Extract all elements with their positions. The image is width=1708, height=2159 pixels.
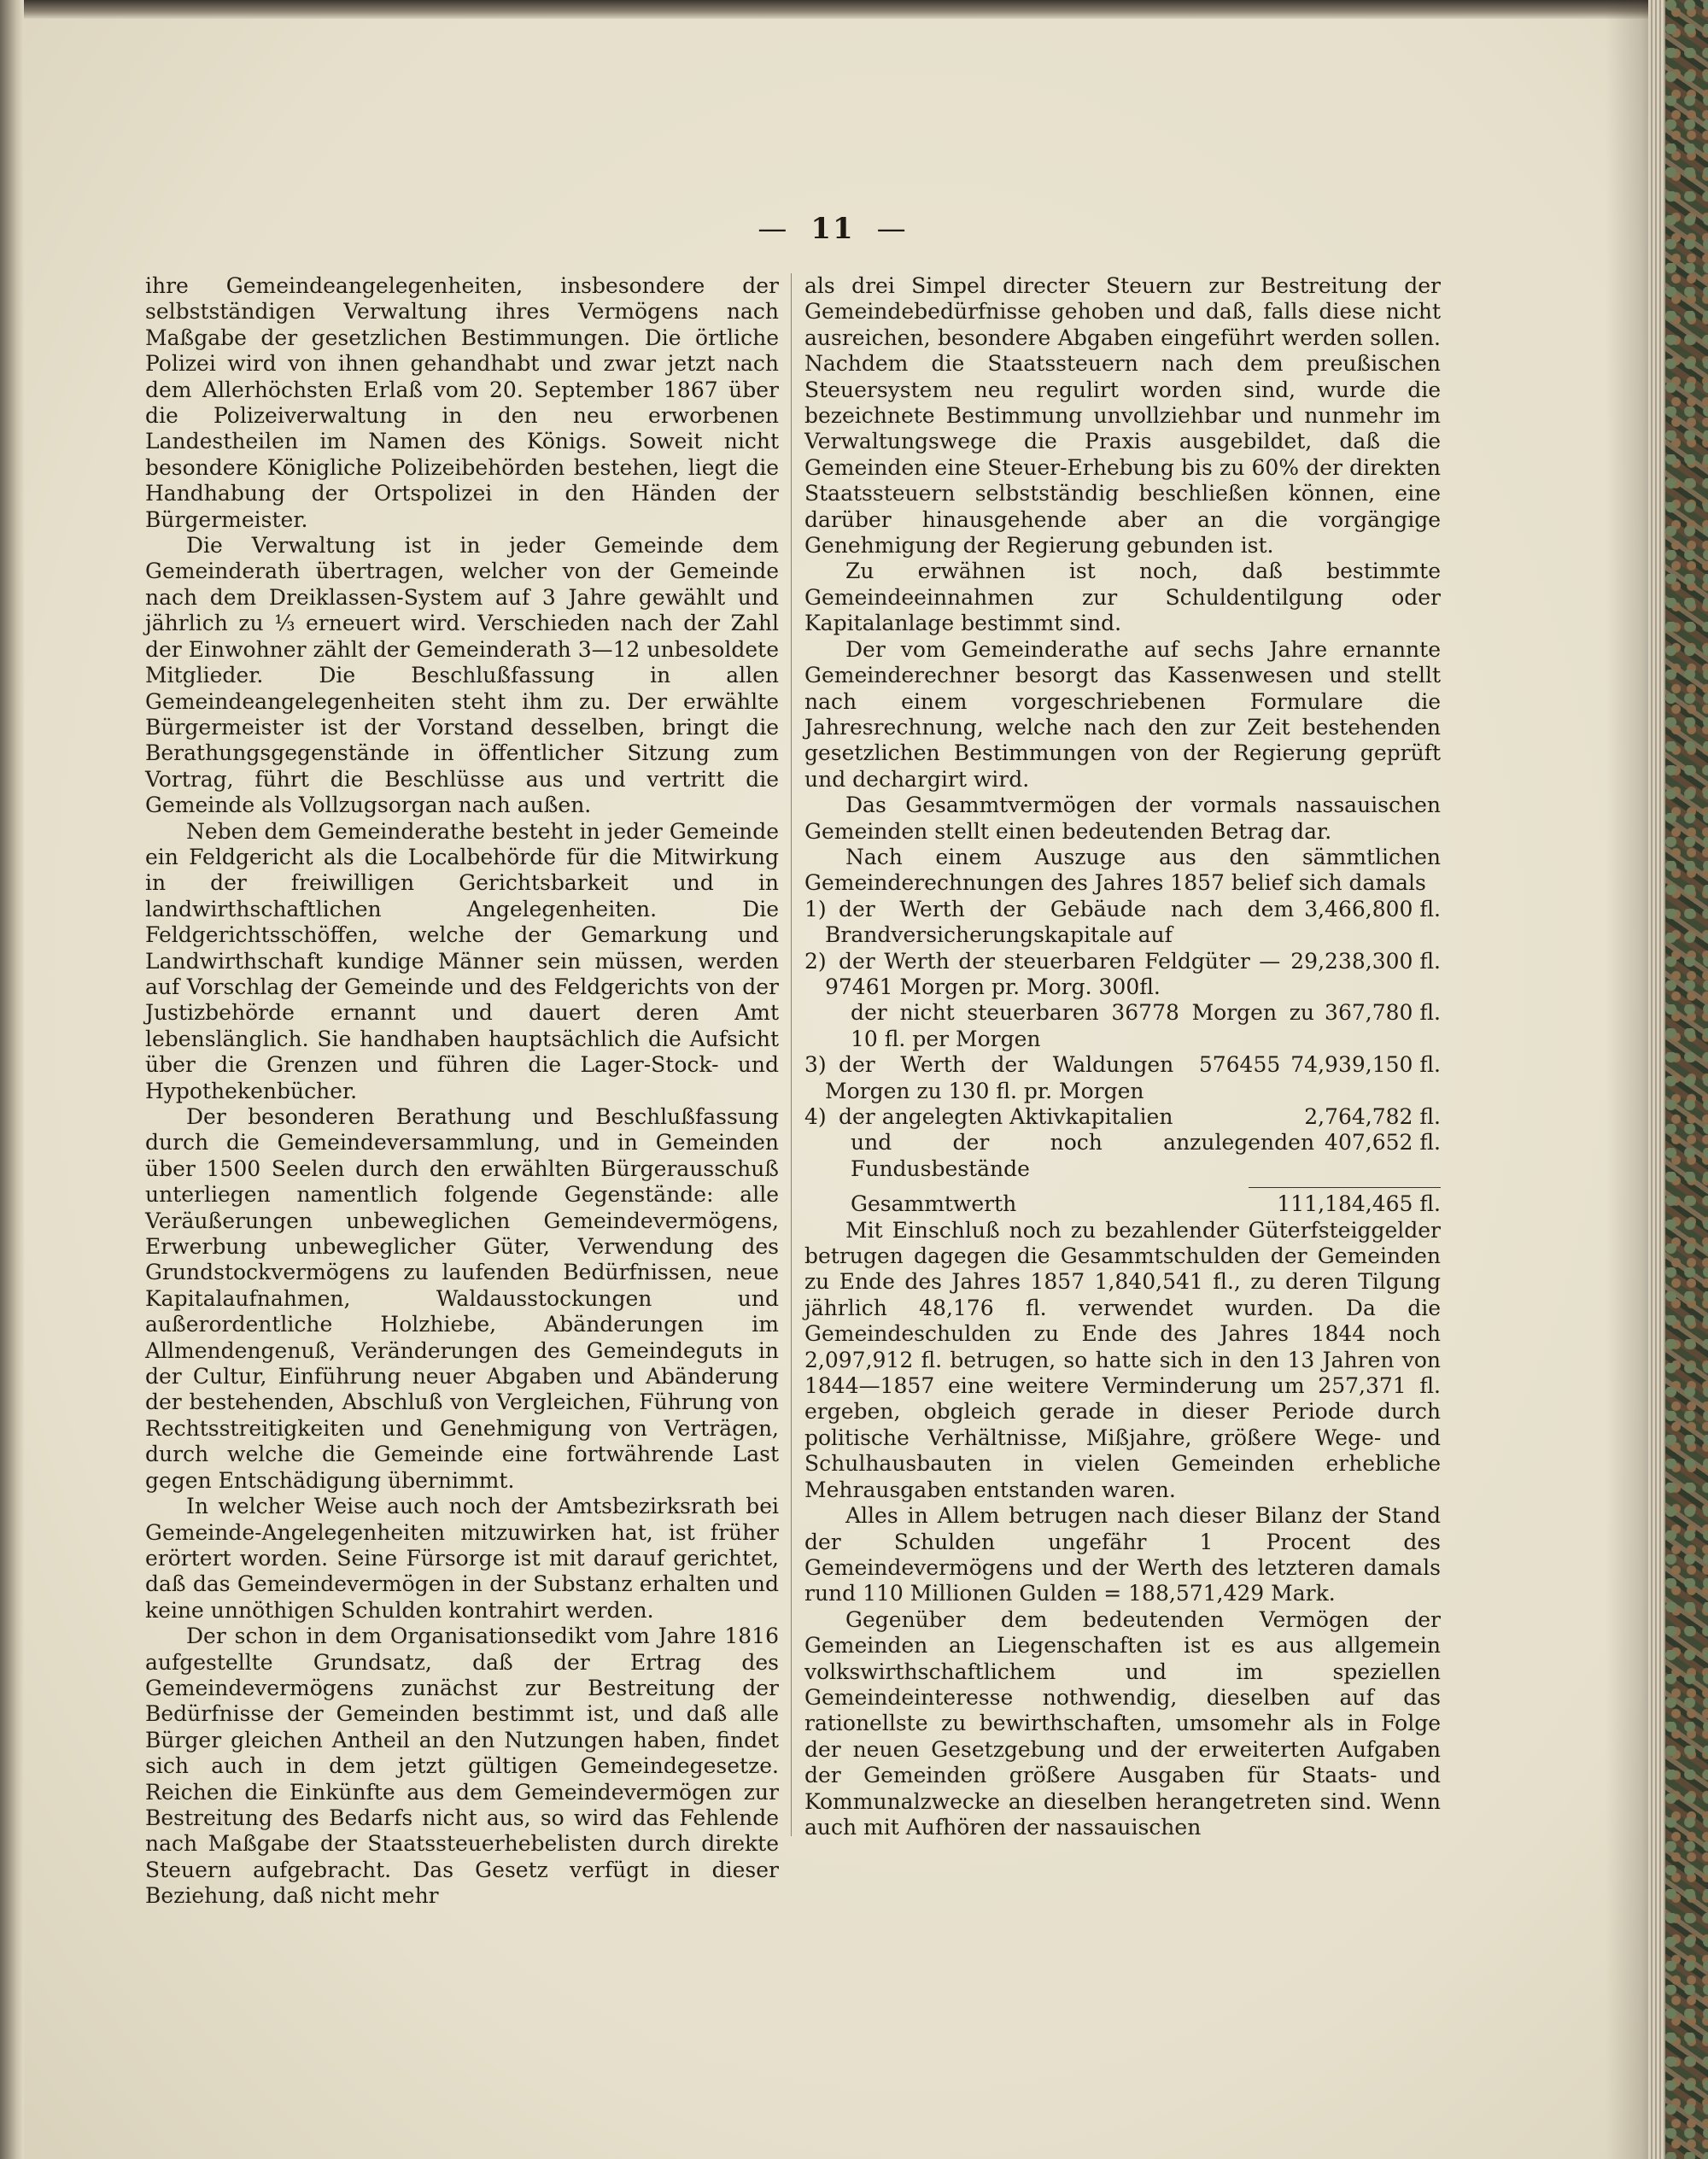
paragraph: Neben dem Gemeinderathe besteht in jeder Gemeinde ein Feldgericht als die Localbehörde für die Mitwirkung in der freiwilligen Gerichtsbarkeit und in landwirthschaftlichen Angelegenheiten. Die Feldgerichtsschöffen, welche der Gemarkung und Landwirthschaft kundige Männer sein müssen, werden auf Vorschlag der Gemeinde und des Feldgerichts von der Justizbehörde ernannt und dauert deren Amt lebenslänglich. Sie handhaben hauptsächlich die Aufsicht über die Grenzen und führen die Lager-Stock- und Hypothekenbücher.: [145, 818, 779, 1103]
paragraph: Der besonderen Berathung und Beschlußfassung durch die Gemeindeversammlung, und in Gemeinden über 1500 Seelen durch den erwählten Bürgerausschuß unterliegen namentlich folgende Gegenstände: alle Veräußerungen unbeweglichen Gemeindevermögens, Erwerbung unbeweglicher Güter, Verwendung des Grundstockvermögens zu laufenden Bedürfnissen, neue Kapitalaufnahmen, Waldausstockungen und außerordentliche Holzhiebe, Abänderungen im Allmendengenuß, Veränderungen des Gemeindeguts in der Cultur, Einführung neuer Abgaben und Abänderung der bestehenden, Abschluß von Vergleichen, Führung von Rechtsstreitigkeiten und Genehmigung von Verträgen, durch welche die Gemeinde eine fortwährende Last gegen Entschädigung übernimmt.: [145, 1104, 779, 1493]
header-dash-left: —: [757, 212, 789, 246]
inventory-number: 2): [804, 948, 827, 974]
inventory-amount: 367,780 fl.: [1325, 1000, 1441, 1026]
paragraph: ihre Gemeindeangelegenheiten, insbesondere der selbstständigen Verwaltung ihres Vermögens nach Maßgabe der gesetzlichen Bestimmungen. Die örtliche Polizei wird von ihnen gehandhabt und zwar jetzt nach dem Allerhöchsten Erlaß vom 20. September 1867 über die Polizeiverwaltung in den neu erworbenen Landestheilen im Namen des Königs. Soweit nicht besondere Königliche Polizeibehörden bestehen, liegt die Handhabung der Ortspolizei in den Händen der Bürgermeister.: [145, 273, 779, 532]
inventory-amount: 29,238,300 fl.: [1290, 948, 1441, 974]
inventory-row: [804, 1000, 1441, 1052]
inventory-label: der Werth der steuerbaren Feldgüter — 97461 Morgen pr. Morg. 300fl.: [825, 948, 1281, 999]
paragraph: als drei Simpel directer Steuern zur Bestreitung der Gemeindebedürfnisse gehoben und daß, falls diese nicht ausreichen, besondere Abgaben eingeführt werden sollen. Nachdem die Staatssteuern nach dem preußischen Steuersystem neu regulirt worden sind, wurde die bezeichnete Bestimmung unvollziehbar und nunmehr im Verwaltungswege die Praxis ausgebildet, daß die Gemeinden eine Steuer-Erhebung bis zu 60% der direkten Staatssteuern selbstständig beschließen können, eine darüber hinausgehende aber an die vorgängige Genehmigung der Regierung gebunden ist.: [804, 273, 1441, 559]
inventory-amount: 74,939,150 fl.: [1290, 1052, 1441, 1078]
paragraph: Zu erwähnen ist noch, daß bestimmte Gemeindeeinnahmen zur Schuldentilgung oder Kapitalanlage bestimmt sind.: [804, 559, 1441, 636]
page-top-edge: [0, 0, 1665, 19]
asset-inventory-list: [804, 897, 1441, 1218]
right-column: [804, 273, 1441, 1840]
header-dash-right: —: [876, 212, 908, 246]
paragraph: Der vom Gemeinderathe auf sechs Jahre ernannte Gemeinderechner besorgt das Kassenwesen und stellt nach einem vorgeschriebenen Formulare die Jahresrechnung, welche nach den zur Zeit bestehenden gesetzlichen Bestimmungen von der Regierung geprüft und dechargirt wird.: [804, 636, 1441, 792]
inventory-row: [804, 897, 1441, 949]
page-header: [0, 212, 1665, 246]
inventory-number: 4): [804, 1104, 827, 1129]
inventory-total-amount: 111,184,465 fl.: [1277, 1191, 1441, 1217]
inventory-row: [804, 1130, 1441, 1182]
paragraph: Nach einem Auszuge aus den sämmtlichen Gemeinderechnungen des Jahres 1857 belief sich damals: [804, 844, 1441, 896]
inventory-label: der angelegten Aktivkapitalien: [839, 1104, 1173, 1129]
paragraph: Alles in Allem betrugen nach dieser Bilanz der Stand der Schulden ungefähr 1 Procent des Gemeindevermögens und der Werth des letzteren damals rund 110 Millionen Gulden = 188,571,429 Mark.: [804, 1503, 1441, 1606]
paragraph: Mit Einschluß noch zu bezahlender Güterfsteiggelder betrugen dagegen die Gesammtschulden der Gemeinden zu Ende des Jahres 1857 1,840,541 fl., zu deren Tilgung jährlich 48,176 fl. verwendet wurden. Da die Gemeindeschulden zu Ende des Jahres 1844 noch 2,097,912 fl. betrugen, so hatte sich in den 13 Jahren von 1844—1857 eine weitere Verminderung um 257,371 fl. ergeben, obgleich gerade in dieser Periode durch politische Verhältnisse, Mißjahre, größere Wege- und Schulhausbauten in vielen Gemeinden erhebliche Mehrausgaben entstanden waren.: [804, 1217, 1441, 1502]
inventory-row: [804, 1104, 1441, 1130]
inventory-label: der nicht steuerbaren 36778 Morgen zu 10 fl. per Morgen: [851, 1000, 1315, 1051]
inventory-row: [804, 1052, 1441, 1104]
marbled-binding: [1665, 0, 1708, 2159]
total-rule: [1249, 1187, 1441, 1188]
inventory-number: 3): [804, 1052, 827, 1078]
inventory-label: der Werth der Gebäude nach dem Brandversicherungskapitale auf: [825, 896, 1295, 948]
inventory-label: und der noch anzulegenden Fundusbestände: [851, 1130, 1315, 1181]
inventory-number: 1): [804, 896, 827, 922]
page-left-margin-shadow: [0, 0, 24, 2159]
inventory-total-row: [804, 1191, 1441, 1217]
column-divider: [791, 273, 792, 1836]
inventory-amount: 407,652 fl.: [1325, 1130, 1441, 1156]
left-column: [145, 273, 779, 1910]
paragraph: Gegenüber dem bedeutenden Vermögen der Gemeinden an Liegenschaften ist es aus allgemein volkswirthschaftlichem und im speziellen Gemeindeinteresse nothwendig, dieselben auf das rationellste zu bewirthschaften, umsomehr als in Folge der neuen Gesetzgebung und der erweiterten Aufgaben der Gemeinden größere Ausgaben für Staats- und Kommunalzwecke an dieselben herangetreten sind. Wenn auch mit Aufhören der nassauischen: [804, 1606, 1441, 1840]
page-stack-edge: [1648, 0, 1665, 2159]
paragraph: Das Gesammtvermögen der vormals nassauischen Gemeinden stellt einen bedeutenden Betrag dar.: [804, 793, 1441, 844]
inventory-total-label: Gesammtwerth: [851, 1191, 1017, 1217]
inventory-amount: 3,466,800 fl.: [1304, 896, 1441, 922]
inventory-row: [804, 949, 1441, 1001]
inventory-amount: 2,764,782 fl.: [1304, 1104, 1441, 1129]
page-number: 11: [810, 212, 855, 246]
inventory-label: der Werth der Waldungen 576455 Morgen zu 130 fl. pr. Morgen: [825, 1052, 1281, 1103]
paragraph: In welcher Weise auch noch der Amtsbezirksrath bei Gemeinde-Angelegenheiten mitzuwirken hat, ist früher erörtert worden. Seine Fürsorge ist mit darauf gerichtet, daß das Gemeindevermögen in der Substanz erhalten und keine unnöthigen Schulden kontrahirt werden.: [145, 1494, 779, 1623]
paragraph: Die Verwaltung ist in jeder Gemeinde dem Gemeinderath übertragen, welcher von der Gemeinde nach dem Dreiklassen-System auf 3 Jahre gewählt und jährlich zu ⅓ erneuert wird. Verschieden nach der Zahl der Einwohner zählt der Gemeinderath 3—12 unbesoldete Mitglieder. Die Beschlußfassung in allen Gemeindeangelegenheiten steht ihm zu. Der erwählte Bürgermeister ist der Vorstand desselben, bringt die Berathungsgegenstände in öffentlicher Sitzung zum Vortrag, führt die Beschlüsse aus und vertritt die Gemeinde als Vollzugsorgan nach außen.: [145, 533, 779, 818]
paragraph: Der schon in dem Organisationsedikt vom Jahre 1816 aufgestellte Grundsatz, daß der Ertrag des Gemeindevermögens zunächst zur Bestreitung der Bedürfnisse der Gemeinden bestimmt ist, und daß alle Bürger gleichen Antheil an den Nutzungen haben, findet sich auch in dem jetzt gültigen Gemeindegesetze. Reichen die Einkünfte aus dem Gemeindevermögen zur Bestreitung des Bedarfs nicht aus, so wird das Fehlende nach Maßgabe der Staatssteuerhebelisten durch direkte Steuern aufgebracht. Das Gesetz verfügt in dieser Beziehung, daß nicht mehr: [145, 1624, 779, 1909]
